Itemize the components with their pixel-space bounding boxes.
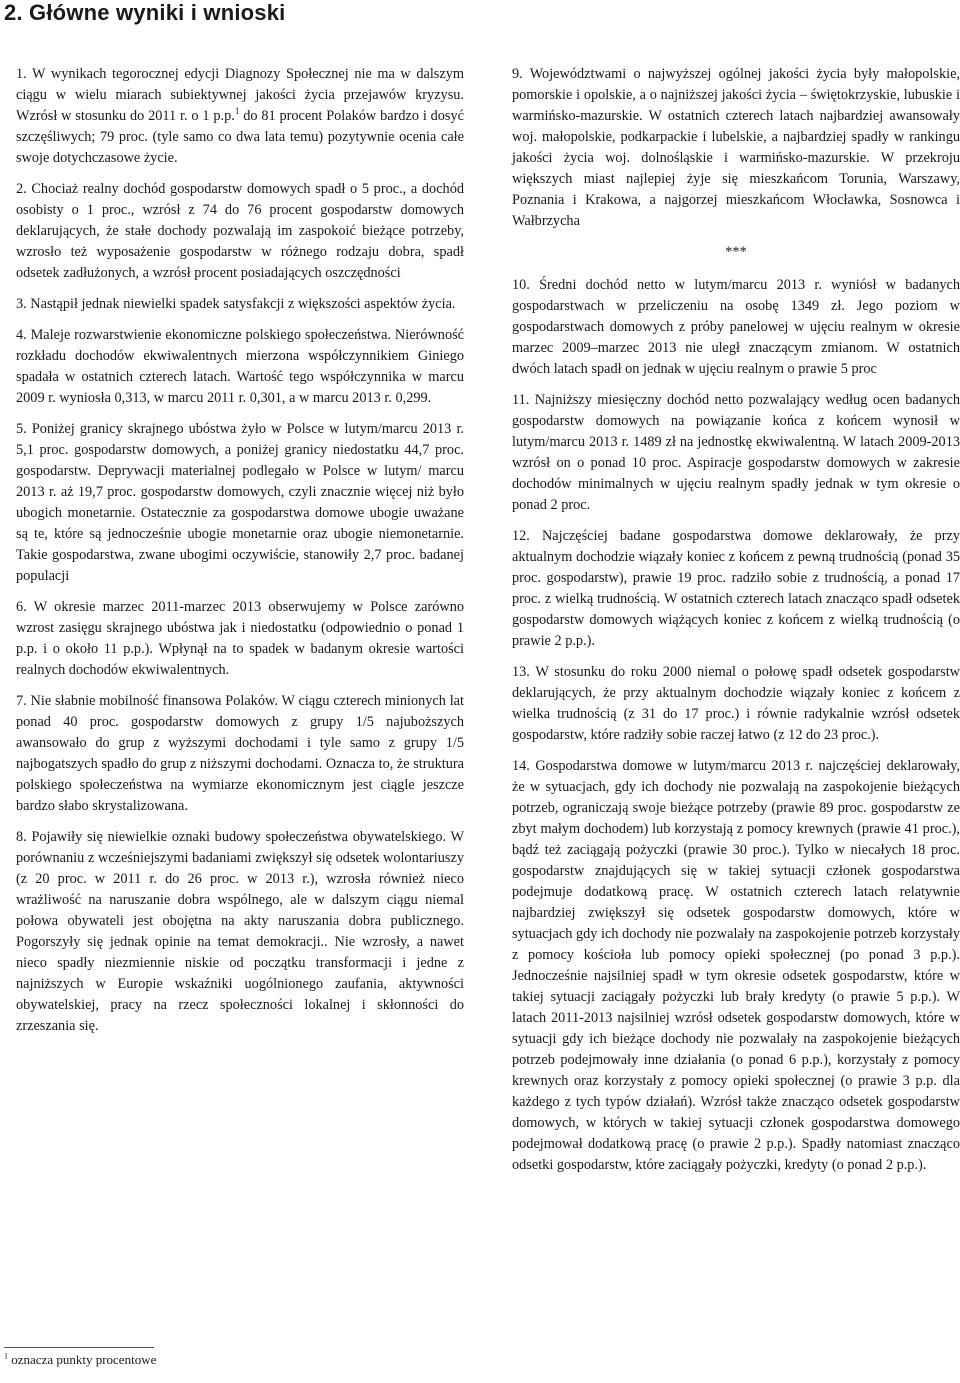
paragraph-1 (16, 64, 464, 169)
paragraph-13: 13. W stosunku do roku 2000 niemal o połowę spadł odsetek gospodarstw deklarujących, że przy aktualnym dochodzie wiązały koniec z końcem z wielka trudnością (z 31 do 17 proc.) i równie radykalnie wzrósł odsetek gospodarstw, które radziły sobie raczej łatwo (z 12 do 23 proc.). (512, 664, 960, 743)
paragraph-9: 9. Województwami o najwyższej ogólnej jakości życia były małopolskie, pomorskie i opolskie, a o najniższej jakości życia – świętokrzyskie, lubuskie i warmińsko-mazurskie. W ostatnich czterech latach najbardziej awansowały woj. małopolskie, podkarpackie i lubelskie, a najbardziej spadły w rankingu jakości życia woj. dolnośląskie i warmińsko-mazurskie. W przekroju większych miast najlepiej żyje się mieszkańcom Torunia, Warszawy, Poznania i Krakowa, a najgorzej mieszkańcom Włocławka, Sosnowca i Wałbrzycha (512, 66, 960, 229)
paragraph-6: 6. W okresie marzec 2011-marzec 2013 obserwujemy w Polsce zarówno wzrost zasięgu skrajnego ubóstwa jak i niedostatku (odpowiednio o ponad 1 p.p. i o około 11 p.p.). Wpłynął na to spadek w badanym okresie wartości realnych dochodów ekwiwalentnych. (16, 599, 464, 678)
paragraph-1-text-cont: do 81 procent Polaków bardzo i dosyć szczęśliwych; 79 proc. (tyle samo co dwa lata temu) pozytywnie ocenia całe swoje dotychczasowe życie. (16, 108, 464, 166)
footnote-marker: 1 (4, 1351, 8, 1361)
paragraph-4: 4. Maleje rozwarstwienie ekonomiczne polskiego społeczeństwa. Nierówność rozkładu dochodów ekwiwalentnych mierzona współczynnikiem Giniego spadała w ostatnich czterech latach. Wartość tego współczynnika w marcu 2009 r. wyniosła 0,313, w marcu 2011 r. 0,301, a w marcu 2013 r. 0,299. (16, 327, 464, 406)
footnote-text: oznacza punkty procentowe (11, 1352, 157, 1367)
paragraph-12: 12. Najczęściej badane gospodarstwa domowe deklarowały, że przy aktualnym dochodzie wiązały koniec z końcem z pewną trudnością (ponad 35 proc. gospodarstw), prawie 19 proc. radziło sobie z trudnością, a ponad 17 proc. z wielką trudnością. W ostatnich czterech latach znacząco spadł odsetek gospodarstw domowych wiążących koniec z końcem z wielką trudnością (o prawie 2 p.p.). (512, 528, 960, 649)
paragraph-3: 3. Nastąpił jednak niewielki spadek satysfakcji z większości aspektów życia. (16, 296, 456, 312)
section-separator: *** (725, 244, 747, 260)
paragraph-1-text: 1. W wynikach tegorocznej edycji Diagnozy Społecznej nie ma w dalszym ciągu w wielu miarach subiektywnej jakości życia przejawów kryzysu. Wzrósł w stosunku do 2011 r. o 1 p.p. (16, 66, 464, 124)
paragraph-8: 8. Pojawiły się niewielkie oznaki budowy społeczeństwa obywatelskiego. W porównaniu z wcześniejszymi badaniami zwiększył się odsetek wolontariuszy (z 20 proc. w 2011 r. do 26 proc. w 2013 r.), wzrosła również nieco wrażliwość na naruszanie dobra wspólnego, ale w dalszym ciągu niemal połowa obywateli jest obojętna na akty naruszania dobra publicznego. Pogorszyły się jednak opinie na temat demokracji.. Nie wzrosły, a nawet nieco spadły niezmiennie niskie od początku transformacji i jedne z najniższych w Europie wskaźniki uogólnionego zaufania, aktywności obywatelskiej, pracy na rzecz społeczności lokalnej i skłonności do zrzeszania się. (16, 829, 464, 1034)
paragraph-10: 10. Średni dochód netto w lutym/marcu 2013 r. wyniósł w badanych gospodarstwach w przeliczeniu na osobę 1349 zł. Jego poziom w gospodarstwach domowych z próby panelowej w ujęciu realnym w okresie marzec 2009–marzec 2013 nie uległ znaczącym zmianom. W ostatnich dwóch latach spadł on jednak w ujęciu realnym o prawie 5 proc (512, 277, 960, 377)
footnote (4, 1350, 156, 1370)
left-column (16, 64, 464, 1047)
footnote-divider (4, 1347, 154, 1348)
footnote-ref[interactable]: 1 (234, 106, 240, 117)
page-title: 2. Główne wyniki i wnioski (4, 0, 286, 25)
right-column (512, 64, 960, 1186)
paragraph-14: 14. Gospodarstwa domowe w lutym/marcu 2013 r. najczęściej deklarowały, że w sytuacjach, gdy ich dochody nie pozwalają na zaspokojenie bieżących potrzeb, ograniczają swoje bieżące potrzeby (prawie 89 proc. gospodarstw ze zbyt małym dochodem) lub korzystają z pomocy krewnych (prawie 41 proc.), bądź też zaciągają pożyczki (prawie 30 proc.). Tylko w niecałych 18 proc. gospodarstw znajdujących się w takiej sytuacji członek gospodarstwa podejmuje dodatkową pracę. W ostatnich czterech latach relatywnie najbardziej zwiększył się odsetek gospodarstw domowych, które w sytuacjach gdy ich dochody nie pozwalały na zaspokojenie potrzeb korzystały z pomocy kościoła lub pomocy opieki społecznej (po ponad 3 p.p.). Jednocześnie najsilniej spadł w tym okresie odsetek gospodarstw, które w takiej sytuacji zaciągały pożyczki lub brały kredyty (o prawie 5 p.p.). W latach 2011-2013 najsilniej wzrósł odsetek gospodarstw domowych, które w sytuacji gdy ich bieżące dochody nie pozwalały na zaspokojenie bieżących potrzeb podejmowały inne działania (o ponad 6 p.p.), korzystały z pomocy krewnych oraz korzystały z pomocy opieki społecznej (o prawie 3 p.p. dla każdego z tych typów działań). Wzrósł także znacząco odsetek gospodarstw domowych, w których w takiej sytuacji członek gospodarstwa domowego podejmował dodatkową pracę (o prawie 2 p.p.). Spadły natomiast znacząco odsetki gospodarstw, które zaciągały pożyczki, kredyty (o ponad 2 p.p.). (512, 758, 960, 1173)
paragraph-5: 5. Poniżej granicy skrajnego ubóstwa żyło w Polsce w lutym/marcu 2013 r. 5,1 proc. gospodarstw domowych, a poniżej granicy niedostatku 44,7 proc. gospodarstw. Deprywacji materialnej podlegało w Polsce w lutym/ marcu 2013 r. aż 19,7 proc. gospodarstw domowych, czyli znacznie więcej niż było ubogich monetarnie. Ostatecznie za gospodarstwa domowe ubogie uważane są te, które są jednocześnie ubogie monetarnie oraz ubogie niemonetarnie. Takie gospodarstwa, zwane ubogimi oczywiście, stanowiły 2,7 proc. badanej populacji (16, 421, 464, 584)
paragraph-11: 11. Najniższy miesięczny dochód netto pozwalający według ocen badanych gospodarstw domowych na powiązanie końca z końcem wynosił w lutym/marcu 2013 r. 1489 zł na jednostkę ekwiwalentną. W latach 2009-2013 wzrósł on o ponad 10 proc. Aspiracje gospodarstw domowych w zakresie dochodów minimalnych w ujęciu realnym spadły jednak w tym okresie o ponad 2 proc. (512, 392, 960, 513)
paragraph-7: 7. Nie słabnie mobilność finansowa Polaków. W ciągu czterech minionych lat ponad 40 proc. gospodarstw domowych z grupy 1/5 najuboższych awansowało do grup z wyższymi dochodami i tyle samo z grupy 1/5 najbogatszych spadło do grup z niższymi dochodami. Oznacza to, że struktura polskiego społeczeństwa na wymiarze ekonomicznym jest ciągle jeszcze bardzo słabo skrystalizowana. (16, 693, 464, 814)
paragraph-2: 2. Chociaż realny dochód gospodarstw domowych spadł o 5 proc., a dochód osobisty o 1 proc., wzrósł z 74 do 76 procent gospodarstw domowych deklarujących, że stałe dochody pozwalają im zaspokoić bieżące potrzeby, wzrosło też wyposażenie gospodarstw w różnego rodzaju dobra, spadł odsetek zadłużonych, a wzrósł procent posiadających oszczędności (16, 181, 464, 281)
